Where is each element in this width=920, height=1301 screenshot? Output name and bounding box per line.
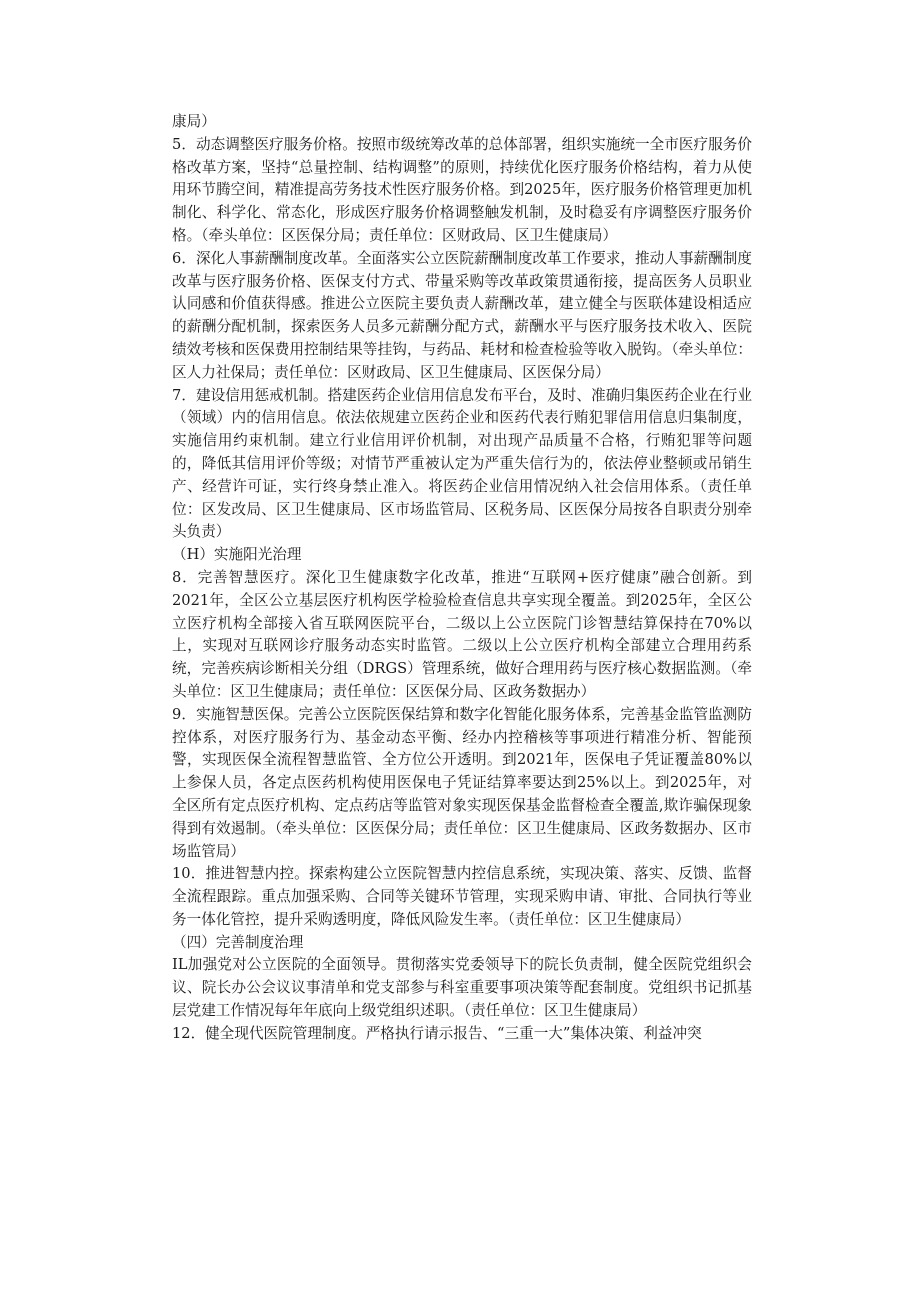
section-heading-institutional-governance: （四）完善制度治理 (172, 933, 304, 951)
paragraph-item-6: 6．深化人事薪酬制度改革。全面落实公立医院薪酬制度改革工作要求，推动人事薪酬制度改革与医疗服务价格、医保支付方式、带量采购等改革政策贯通衔接，提高医务人员职业认同感和价值获得感。推进公立医院主要负责人薪酬改革，建立健全与医联体建设相适应的薪酬分配机制，探索医务人员多元薪酬分配方式，薪酬水平与医疗服务技术收入、医院绩效考核和医保费用控制结果等挂钩，与药品、耗材和检查检验等收入脱钩。（牵头单位：区人力社保局；责任单位：区财政局、区卫生健康局、区医保分局） (172, 249, 752, 381)
paragraph-item-10: 10．推进智慧内控。探索构建公立医院智慧内控信息系统，实现决策、落实、反馈、监督全流程跟踪。重点加强采购、合同等关键环节管理，实现采购申请、审批、合同执行等业务一体化管控，提升采购透明度，降低风险发生率。（责任单位：区卫生健康局） (172, 865, 752, 928)
paragraph-item-7: 7．建设信用惩戒机制。搭建医药企业信用信息发布平台，及时、准确归集医药企业在行业（领域）内的信用信息。依法依规建立医药企业和医药代表行贿犯罪信用信息归集制度，实施信用约束机制。建立行业信用评价机制，对出现产品质量不合格，行贿犯罪等问题的，降低其信用评价等级；对情节严重被认定为严重失信行为的，依法停业整顿或吊销生产、经营许可证，实行终身禁止准入。将医药企业信用情况纳入社会信用体系。（责任单位：区发改局、区卫生健康局、区市场监管局、区税务局、区医保分局按各自职责分别牵头负责） (172, 386, 752, 541)
section-heading-sunshine-governance: （H）实施阳光治理 (172, 546, 302, 564)
document-page (172, 111, 752, 1046)
paragraph-item-5: 5．动态调整医疗服务价格。按照市级统筹改革的总体部署，组织实施统一全市医疗服务价格改革方案，坚持“总量控制、结构调整”的原则，持续优化医疗服务价格结构，着力从使用环节腾空间，精准提高劳务技术性医疗服务价格。到2025年，医疗服务价格管理更加机制化、科学化、常态化，形成医疗服务价格调整触发机制，及时稳妥有序调整医疗服务价格。（牵头单位：区医保分局；责任单位：区财政局、区卫生健康局） (172, 135, 752, 244)
paragraph-item-12: 12．健全现代医院管理制度。严格执行请示报告、“三重一大”集体决策、利益冲突 (172, 1024, 702, 1042)
paragraph-item-8: 8．完善智慧医疗。深化卫生健康数字化改革，推进“互联网+医疗健康”融合创新。到2021年，全区公立基层医疗机构医学检验检查信息共享实现全覆盖。到2025年，全区公立医疗机构全部接入省互联网医院平台，二级以上公立医院门诊智慧结算保持在70%以上，实现对互联网诊疗服务动态实时监管。二级以上公立医疗机构全部建立合理用药系统，完善疾病诊断相关分组（DRGS）管理系统，做好合理用药与医疗核心数据监测。（牵头单位：区卫生健康局；责任单位：区医保分局、区政务数据办） (172, 568, 752, 700)
paragraph-continuation: 康局） (172, 113, 216, 130)
paragraph-item-11: IL加强党对公立医院的全面领导。贯彻落实党委领导下的院长负责制，健全医院党组织会议、院长办公会议议事清单和党支部参与科室重要事项决策等配套制度。党组织书记抓基层党建工作情况每年年底向上级党组织述职。（责任单位：区卫生健康局） (172, 956, 752, 1020)
paragraph-item-9: 9．实施智慧医保。完善公立医院医保结算和数字化智能化服务体系，完善基金监管监测防控体系，对医疗服务行为、基金动态平衡、经办内控稽核等事项进行精准分析、智能预警，实现医保全流程智慧监管、全方位公开透明。到2021年，医保电子凭证覆盖80%以上参保人员，各定点医药机构使用医保电子凭证结算率要达到25%以上。到2025年，对全区所有定点医疗机构、定点药店等监管对象实现医保基金监督检查全覆盖,欺诈骗保现象得到有效遏制。（牵头单位：区医保分局；责任单位：区卫生健康局、区政务数据办、区市场监管局） (172, 705, 752, 860)
